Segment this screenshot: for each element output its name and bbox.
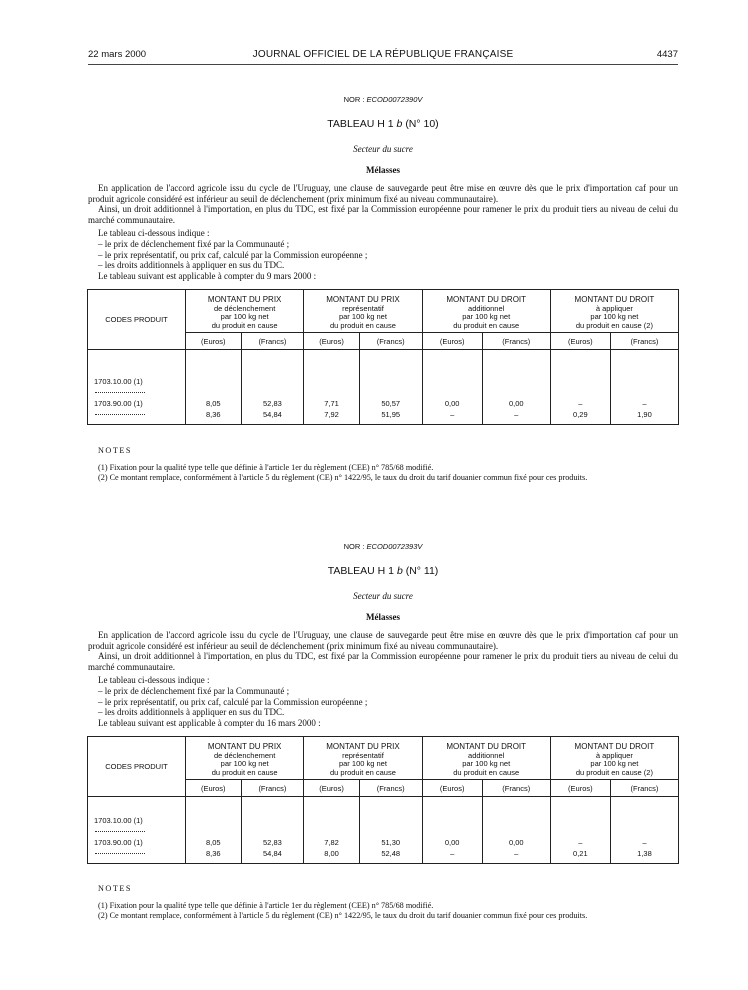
table-cell: 0,00 – xyxy=(482,797,550,864)
table-row xyxy=(88,797,679,864)
euros-subheader: (Euros) xyxy=(550,780,610,797)
section-tableau-11 xyxy=(88,542,678,921)
product-title: Mélasses xyxy=(366,165,400,175)
euros-subheader: (Euros) xyxy=(304,780,360,797)
francs-subheader: (Francs) xyxy=(241,333,304,350)
table-cell: 52,83 54,84 xyxy=(241,797,304,864)
group-header: MONTANT DU DROIT additionnel par 100 kg net du produit en cause xyxy=(422,737,550,780)
secteur-label: Secteur du sucre xyxy=(353,591,413,601)
header-date: 22 mars 2000 xyxy=(88,49,147,60)
nor-reference: NOR : ECOD0072390V xyxy=(343,95,423,104)
paragraph: Ainsi, un droit additionnel à l'importation, en plus du TDC, est fixé par la Commission européenne pour ramener le prix du produit tiers au niveau de celui du marché communautaire. xyxy=(88,651,678,672)
group-header: MONTANT DU DROIT à appliquer par 100 kg net du produit en cause (2) xyxy=(550,290,678,333)
bullet-item: – le prix représentatif, ou prix caf, calculé par la Commission européenne ; xyxy=(98,249,368,260)
francs-subheader: (Francs) xyxy=(359,333,422,350)
euros-subheader: (Euros) xyxy=(186,333,242,350)
nor-reference: NOR : ECOD0072393V xyxy=(343,542,423,551)
note-2: (2) Ce montant remplace, conformément à l'article 5 du règlement (CE) n° 1422/95, le taux du droit du tarif douanier commun fixé pour ces produits. xyxy=(98,910,588,920)
table-cell: 0,00 – xyxy=(422,350,482,425)
note-2: (2) Ce montant remplace, conformément à l'article 5 du règlement (CE) n° 1422/95, le taux du droit du tarif douanier commun fixé pour ces produits. xyxy=(98,472,588,482)
note-1: (1) Fixation pour la qualité type telle que définie à l'article 1er du règlement (CEE) n° 785/68 modifié. xyxy=(98,900,434,910)
product-title: Mélasses xyxy=(366,612,400,622)
bullet-item: – les droits additionnels à appliquer en sus du TDC. xyxy=(98,707,285,718)
bullet-item: – le prix de déclenchement fixé par la Communauté ; xyxy=(98,238,290,249)
paragraph: Le tableau suivant est applicable à compter du 16 mars 2000 : xyxy=(98,717,321,728)
table-cell: 0,00 – xyxy=(422,797,482,864)
secteur-label: Secteur du sucre xyxy=(353,144,413,154)
page-number: 4437 xyxy=(656,49,678,60)
header-rule xyxy=(88,64,678,65)
body-text xyxy=(88,183,678,281)
price-table xyxy=(87,736,679,864)
notes xyxy=(88,884,678,921)
paragraph: Le tableau ci-dessous indique : xyxy=(98,228,210,239)
group-header: MONTANT DU DROIT additionnel par 100 kg net du produit en cause xyxy=(422,290,550,333)
section-tableau-10 xyxy=(88,95,678,483)
euros-subheader: (Euros) xyxy=(550,333,610,350)
paragraph: En application de l'accord agricole issu du cycle de l'Uruguay, une clause de sauvegarde peut être mise en œuvre dès que le prix d'importation caf pour un produit agricole considéré est inférieur au seuil de déclenchement (prix minimum fixé au niveau communautaire). xyxy=(88,183,678,204)
body-text xyxy=(88,630,678,728)
product-code: 1703.10.00 (1) 1703.90.00 (1) xyxy=(88,797,186,864)
group-header: MONTANT DU PRIX représentatif par 100 kg net du produit en cause xyxy=(304,737,422,780)
table-cell: 52,83 54,84 xyxy=(241,350,304,425)
price-table xyxy=(87,289,679,425)
group-header: MONTANT DU PRIX représentatif par 100 kg net du produit en cause xyxy=(304,290,422,333)
table-cell: 7,82 8,00 xyxy=(304,797,360,864)
table-title: TABLEAU H 1 b (N° 11) xyxy=(327,565,439,577)
paragraph: Le tableau ci-dessous indique : xyxy=(98,675,210,686)
euros-subheader: (Euros) xyxy=(422,780,482,797)
product-code: 1703.10.00 (1) 1703.90.00 (1) xyxy=(88,350,186,425)
paragraph: Le tableau suivant est applicable à compter du 9 mars 2000 : xyxy=(98,270,317,281)
francs-subheader: (Francs) xyxy=(241,780,304,797)
euros-subheader: (Euros) xyxy=(186,780,242,797)
francs-subheader: (Francs) xyxy=(359,780,422,797)
table-cell: 51,30 52,48 xyxy=(359,797,422,864)
table-row xyxy=(88,350,679,425)
euros-subheader: (Euros) xyxy=(304,333,360,350)
notes-title: NOTES xyxy=(98,884,132,894)
table-cell: 50,57 51,95 xyxy=(359,350,422,425)
table-cell: – 1,90 xyxy=(610,350,678,425)
table-cell: – 0,21 xyxy=(550,797,610,864)
bullet-item: – les droits additionnels à appliquer en sus du TDC. xyxy=(98,260,285,271)
francs-subheader: (Francs) xyxy=(482,780,550,797)
bullet-item: – le prix représentatif, ou prix caf, calculé par la Commission européenne ; xyxy=(98,696,368,707)
table-cell: 8,05 8,36 xyxy=(186,797,242,864)
table-cell: 7,71 7,92 xyxy=(304,350,360,425)
table-cell: – 0,29 xyxy=(550,350,610,425)
paragraph: Ainsi, un droit additionnel à l'importation, en plus du TDC, est fixé par la Commission européenne pour ramener le prix du produit tiers au niveau de celui du marché communautaire. xyxy=(88,204,678,225)
bullet-item: – le prix de déclenchement fixé par la Communauté ; xyxy=(98,685,290,696)
group-header: MONTANT DU PRIX de déclenchement par 100 kg net du produit en cause xyxy=(186,737,304,780)
notes-title: NOTES xyxy=(98,446,132,456)
table-title: TABLEAU H 1 b (N° 10) xyxy=(327,118,439,130)
codes-header: CODES PRODUIT xyxy=(88,290,186,350)
group-header: MONTANT DU DROIT à appliquer par 100 kg net du produit en cause (2) xyxy=(550,737,678,780)
table-cell: 0,00 – xyxy=(482,350,550,425)
table-cell: – 1,38 xyxy=(610,797,678,864)
codes-header: CODES PRODUIT xyxy=(88,737,186,797)
francs-subheader: (Francs) xyxy=(610,780,678,797)
page-header xyxy=(88,49,678,63)
notes xyxy=(88,446,678,483)
paragraph: En application de l'accord agricole issu du cycle de l'Uruguay, une clause de sauvegarde peut être mise en œuvre dès que le prix d'importation caf pour un produit agricole considéré est inférieur au seuil de déclenchement (prix minimum fixé au niveau communautaire). xyxy=(88,630,678,651)
table-cell: 8,05 8,36 xyxy=(186,350,242,425)
note-1: (1) Fixation pour la qualité type telle que définie à l'article 1er du règlement (CEE) n° 785/68 modifié. xyxy=(98,462,434,472)
journal-title: JOURNAL OFFICIEL DE LA RÉPUBLIQUE FRANÇAISE xyxy=(252,49,514,60)
francs-subheader: (Francs) xyxy=(482,333,550,350)
euros-subheader: (Euros) xyxy=(422,333,482,350)
group-header: MONTANT DU PRIX de déclenchement par 100 kg net du produit en cause xyxy=(186,290,304,333)
francs-subheader: (Francs) xyxy=(610,333,678,350)
